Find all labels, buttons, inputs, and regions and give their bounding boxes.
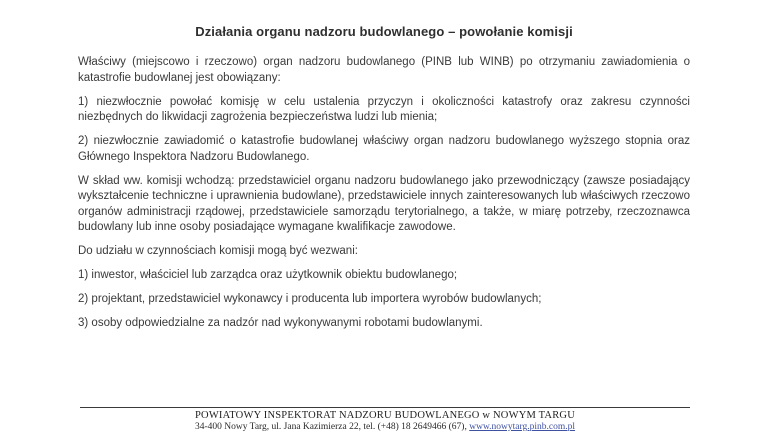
footer-address-line: [80, 422, 690, 433]
paragraph-obligation-1: 1) niezwłocznie powołać komisję w celu ustalenia przyczyn i okoliczności katastrofy oraz zakresu czynności niezbędnych do likwidacji zagrożenia bezpieczeństwa ludzi lub mienia;: [78, 95, 690, 123]
paragraph-participant-1: 1) inwestor, właściciel lub zarządca oraz użytkownik obiektu budowlanego;: [78, 269, 458, 281]
footer-organization-name: POWIATOWY INSPEKTORAT NADZORU BUDOWLANEGO w NOWYM TARGU: [195, 410, 575, 421]
footer-website-link[interactable]: www.nowytarg.pinb.com.pl: [469, 422, 576, 432]
paragraph-participants-intro: Do udziału w czynnościach komisji mogą być wezwani:: [78, 245, 358, 257]
paragraph-commission-members: W skład ww. komisji wchodzą: przedstawiciel organu nadzoru budowlanego jako przewodniczący (zawsze posiadający wykształcenie techniczne i uprawnienia budowlane), przedstawiciele innych zainteresowanych lub właściwych rzeczowo organów administracji rządowej, przedstawiciele samorządu terytorialnego, a także, w miarę potrzeby, rzeczoznawca budowlany lub inne osoby posiadające wymagane kwalifikacje zawodowe.: [78, 174, 690, 233]
document-footer: [80, 407, 690, 433]
footer-address-text: 34-400 Nowy Targ, ul. Jana Kazimierza 22, tel. (+48) 18 2649466 (67),: [194, 422, 470, 432]
page-title: Działania organu nadzoru budowlanego – powołanie komisji: [195, 24, 573, 39]
paragraph-obligation-2: 2) niezwłocznie zawiadomić o katastrofie budowlanej właściwy organ nadzoru budowlanego wyższego stopnia oraz Głównego Inspektora Nadzoru Budowlanego.: [78, 135, 690, 163]
paragraph-participant-2: 2) projektant, przedstawiciel wykonawcy i producenta lub importera wyrobów budowlanych;: [78, 293, 542, 305]
paragraph-intro: Właściwy (miejscowo i rzeczowo) organ nadzoru budowlanego (PINB lub WINB) po otrzymaniu zawiadomienia o katastrofie budowlanej jest obowiązany:: [78, 56, 690, 84]
paragraph-participant-3: 3) osoby odpowiedzialne za nadzór nad wykonywanymi robotami budowlanymi.: [78, 317, 483, 329]
